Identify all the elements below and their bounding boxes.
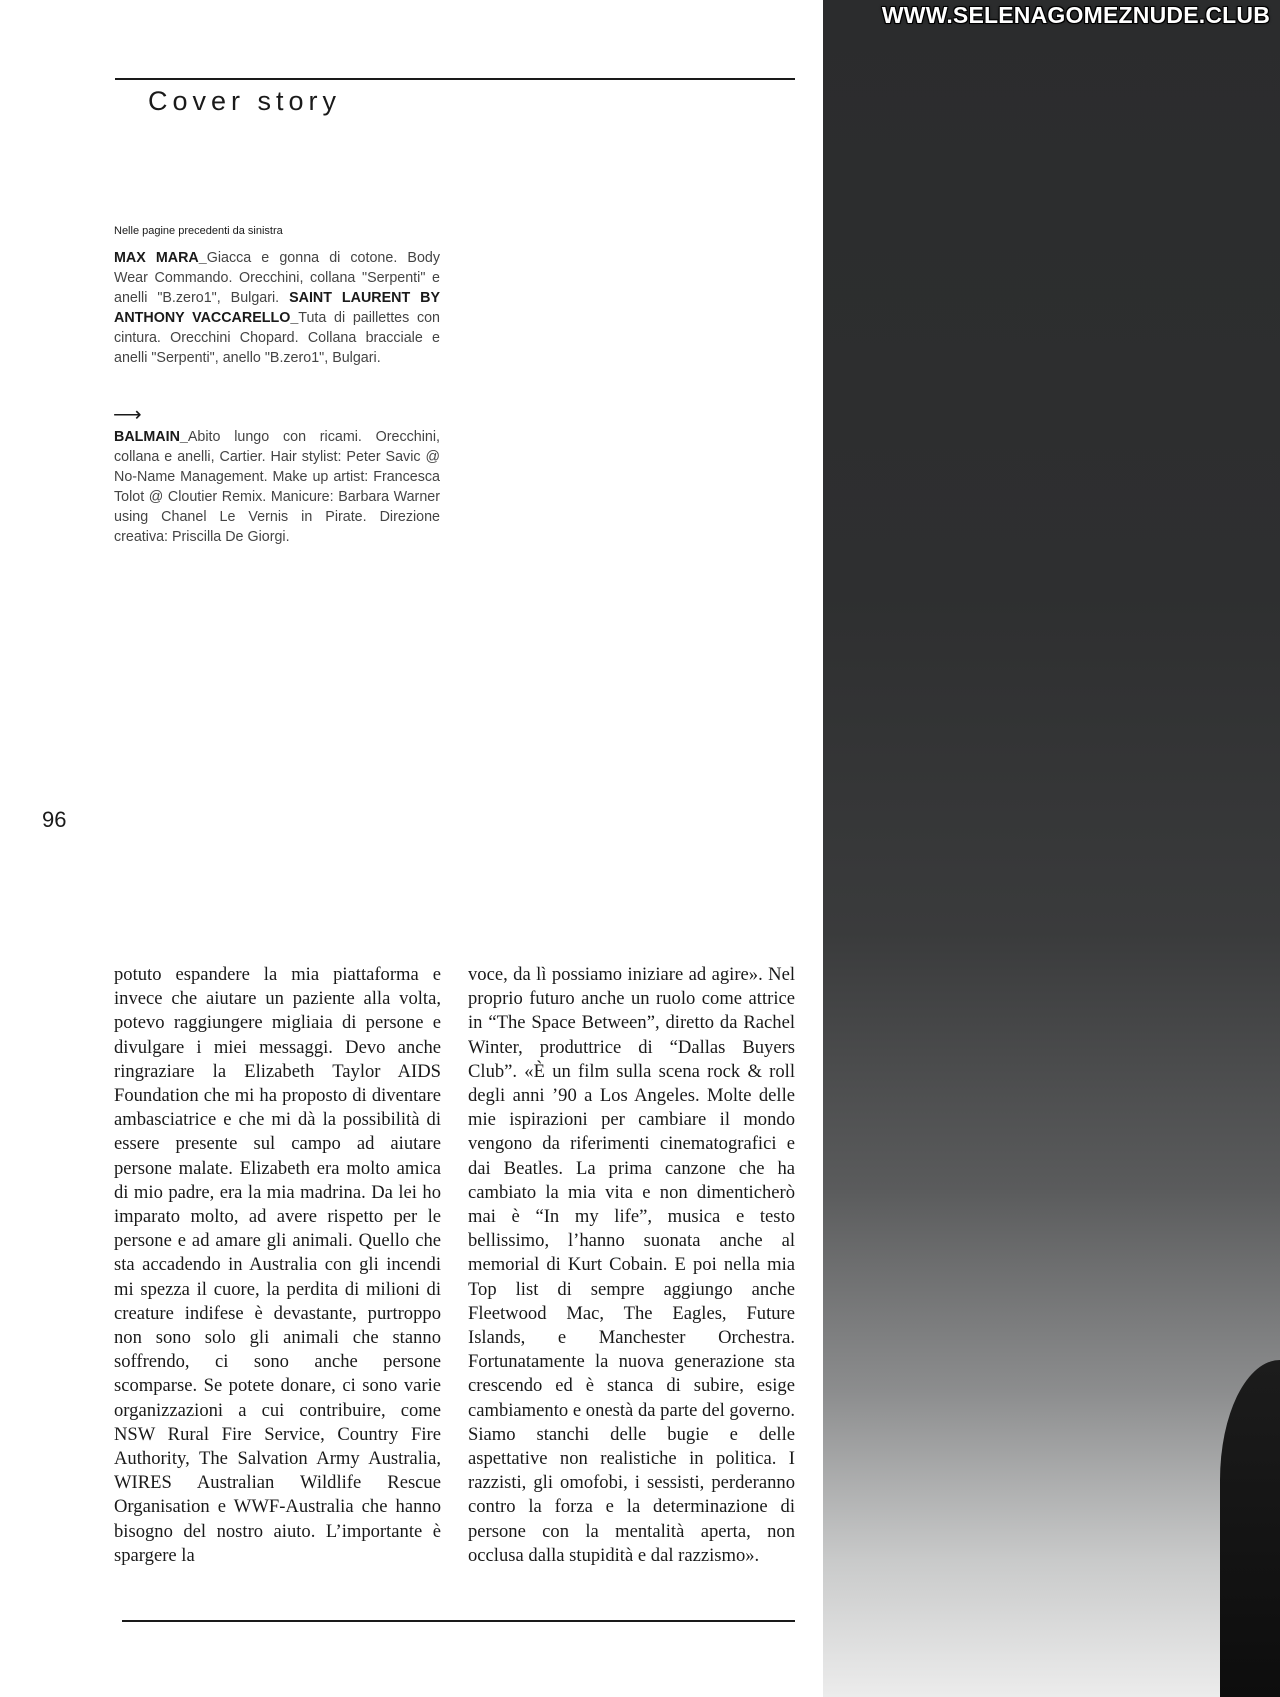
brand-saint-laurent: SAINT LAURENT BY ANTHONY VACCARELLO_ [114,290,441,326]
article-column-2: voce, da lì possiamo iniziare ad agire». Nel proprio futuro anche un ruolo come attrice in “The Space Between”, diretto da Rachel Winter, produttrice di “Dallas Buyers Club”. «È un film sulla scena rock & roll degli anni ’90 a Los Angeles. Molte delle mie ispirazioni per cambiare il mondo vengono da riferimenti cinematografici e dai Beatles. La prima canzone che ha cambiato la mia vita e non dimenticherò mai è “In my life”, musica e testo bellissimo, l’hanno suonata anche al memorial di Kurt Cobain. E poi nella mia Top list di sempre aggiungo anche Fleetwood Mac, The Eagles, Future Islands, e Manchester Orchestra. Fortunatamente la nuova generazione sta crescendo ed è stanca di subire, esige cambiamento e onestà da parte del governo. Siamo stanchi delle bugie e delle aspettative non realistiche in politica. I razzisti, gli omofobi, i sessisti, perderanno contro la forza e la determinazione di persone con la mentalità aperta, non occlusa dalla stupidità e dal razzismo». [468,964,795,1566]
photo-dark-figure [1220,1360,1280,1697]
top-rule [115,78,795,80]
credits-block-1 [114,248,440,368]
page-number: 96 [42,807,67,832]
credits-text: Tuta di paillettes con cintura. Orecchini Chopard. Collana bracciale e anelli "Serpenti", anello "B.zero1", Bulgari. [114,310,440,366]
credits-intro: Nelle pagine precedenti da sinistra [114,225,283,237]
arrow-icon: ⟶ [113,404,142,426]
section-title: Cover story [148,86,342,116]
watermark: WWW.SELENAGOMEZNUDE.CLUB [881,2,1270,28]
credits-text: Giacca e gonna di cotone. Body Wear Commando. Orecchini, collana "Serpenti" e anelli "B.zero1", Bulgari. [114,250,440,306]
article-column-1: potuto espandere la mia piattaforma e invece che aiutare un paziente alla volta, potevo raggiungere migliaia di persone e divulgare i miei messaggi. Devo anche ringraziare la Elizabeth Taylor AIDS Foundation che mi ha proposto di diventare ambasciatrice e che mi dà la possibilità di essere presente sul campo ad aiutare persone malate. Elizabeth era molto amica di mio padre, era la mia madrina. Da lei ho imparato molto, ad avere rispetto per le persone e ad amare gli animali. Quello che sta accadendo in Australia con gli incendi mi spezza il cuore, la perdita di milioni di creature indifese è devastante, purtroppo non sono solo gli animali che stanno soffrendo, ci sono anche persone scomparse. Se potete donare, ci sono varie organizzazioni a cui contribuire, come NSW Rural Fire Service, Country Fire Authority, The Salvation Army Australia, WIRES Australian Wildlife Rescue Organisation e WWF-Australia che hanno bisogno del nostro aiuto. L’importante è spargere la [114,964,441,1566]
brand-max-mara: MAX MARA_ [114,250,207,266]
photo-panel [823,0,1280,1697]
credits-text: Abito lungo con ricami. Orecchini, collana e anelli, Cartier. Hair stylist: Peter Savic @ No-Name Management. Make up artist: Francesca Tolot @ Cloutier Remix. Manicure: Barbara Warner using Chanel Le Vernis in Pirate. Direzione creativa: Priscilla De Giorgi. [114,429,440,545]
credits-block-2 [114,427,440,547]
bottom-rule [122,1620,795,1622]
brand-balmain: BALMAIN_ [114,429,188,445]
